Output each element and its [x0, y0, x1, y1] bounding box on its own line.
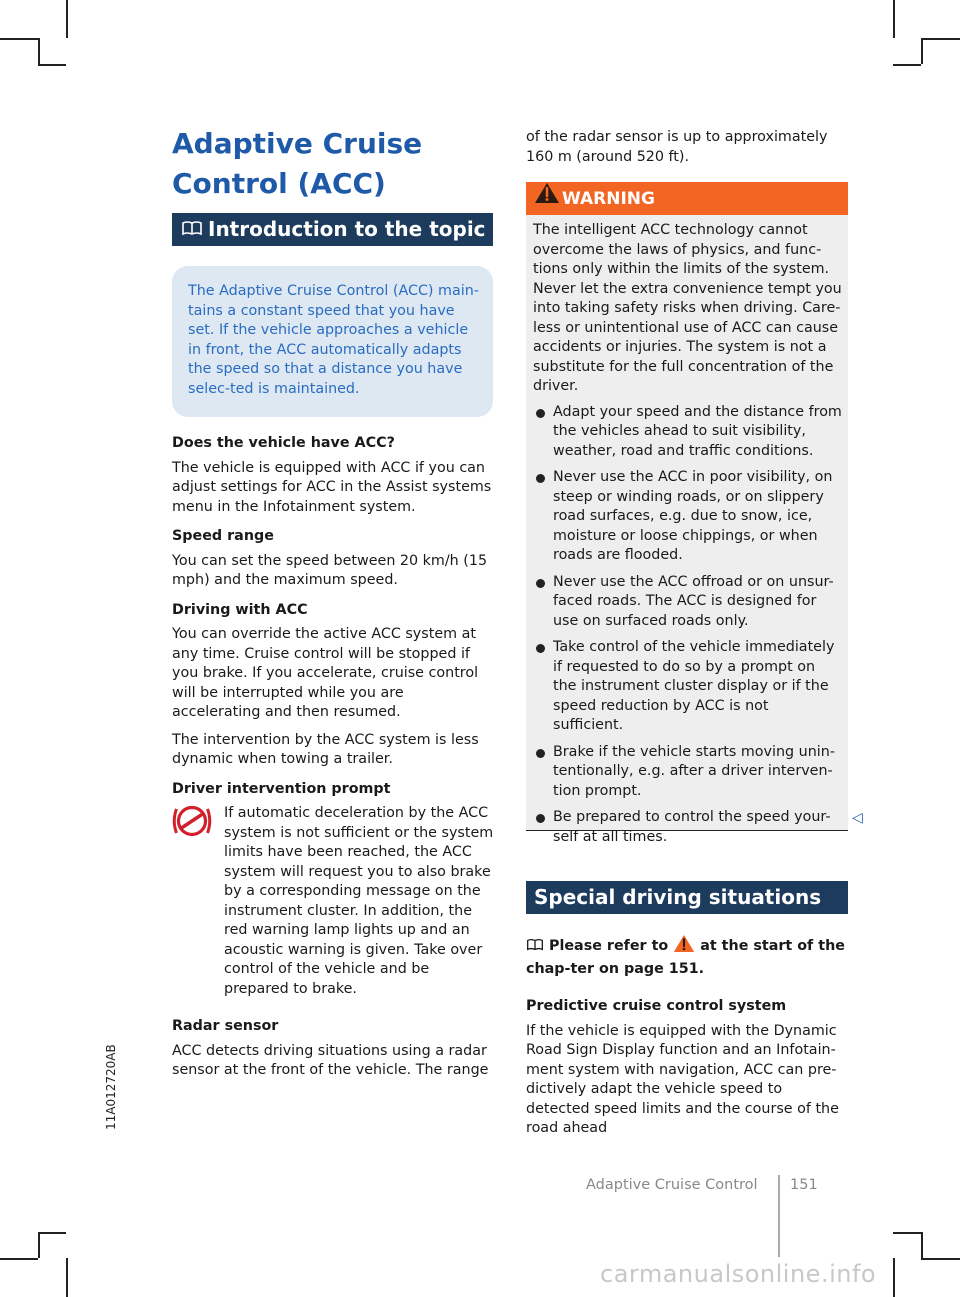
warning-list [533, 403, 842, 848]
topic-heading-text: Introduction to the topic [208, 217, 486, 241]
special-heading: Special driving situations [526, 881, 848, 914]
list-item: Never use the ACC in poor visibility, on steep or winding roads, or on slippery road surfaces, e.g. due to snow, ice, moisture or loose chippings, or when roads are flooded. [533, 468, 842, 566]
crop-mark [0, 38, 38, 40]
prompt-text: If automatic deceleration by the ACC system is not sufficient or the system limits have been reached, the ACC system will request you to also brake by a corresponding message on the instrument cluster. In addition, the red warning lamp lights up and an acoustic warning is given. Take over control of the vehicle and be prepared to brake. [224, 805, 494, 997]
paragraph: of the radar sensor is up to approximately 160 m (around 520 ft). [526, 129, 828, 165]
crop-mark [66, 1258, 68, 1297]
bullet-icon [536, 749, 545, 758]
right-top [526, 128, 848, 167]
list-item: Brake if the vehicle starts moving unin-tentionally, e.g. after a driver interven-tion prompt. [533, 743, 842, 802]
paragraph: ACC detects driving situations using a radar sensor at the front of the vehicle. The range [172, 1042, 489, 1078]
book-icon [182, 213, 202, 246]
crop-mark [38, 1232, 40, 1258]
book-icon [526, 938, 544, 954]
special-body [526, 934, 848, 1139]
crop-mark [0, 1258, 38, 1260]
page-number: 151 [790, 1177, 818, 1193]
section-end-icon: ◁ [852, 810, 863, 826]
paragraph: You can set the speed between 20 km/h (15 mph) and the maximum speed. [172, 552, 488, 588]
footer-divider [778, 1175, 780, 1257]
bullet-icon [536, 644, 545, 653]
warning-triangle-icon [673, 934, 695, 960]
paragraph: If the vehicle is equipped with the Dynamic Road Sign Display function and an Infotain-ment system with navigation, ACC can pre-dictively adapt the vehicle speed to detected speed limits and the course of the road ahead [526, 1022, 839, 1136]
crop-mark [921, 1232, 923, 1258]
bullet-icon [536, 409, 545, 418]
watermark: carmanualsonline.info [600, 1260, 877, 1288]
section-heading: Driver intervention prompt [172, 780, 391, 797]
crop-mark [66, 0, 68, 38]
footer-chapter: Adaptive Cruise Control [586, 1177, 758, 1193]
crop-mark [921, 1258, 960, 1260]
intro-text: The Adaptive Cruise Control (ACC) main-tains a constant speed that you have set. If the vehicle approaches a vehicle in front, the ACC automatically adapts the speed so that a distance you have selec-ted is maintained. [188, 283, 479, 397]
crop-mark [893, 1232, 921, 1234]
bullet-icon [536, 474, 545, 483]
paragraph: You can override the active ACC system at any time. Cruise control will be stopped if you brake. If you accelerate, cruise control will be interrupted while you are accelerating and then resumed. [172, 626, 479, 720]
left-body [172, 434, 494, 1089]
prompt-block [172, 804, 494, 1007]
list-item: Never use the ACC offroad or on unsur-faced roads. The ACC is designed for use on surfaced roads only. [533, 573, 842, 632]
list-item: Be prepared to control the speed your-self at all times. [533, 808, 842, 847]
crop-mark [893, 0, 895, 38]
reference-note: Please refer to at the start of the chap-ter on page 151. [526, 934, 848, 979]
crop-mark [893, 64, 921, 66]
warning-heading [526, 182, 848, 215]
bullet-icon [536, 579, 545, 588]
section-heading: Driving with ACC [172, 601, 308, 618]
list-item: Adapt your speed and the distance from the vehicles ahead to suit visibility, weather, road and traffic conditions. [533, 403, 842, 462]
document-code: 11A012720AB [104, 1044, 118, 1130]
intro-box [172, 266, 493, 417]
warning-body [526, 215, 848, 845]
section-heading: Does the vehicle have ACC? [172, 435, 395, 451]
bullet-icon [536, 814, 545, 823]
crop-mark [38, 38, 40, 64]
topic-heading [172, 213, 493, 246]
crop-mark [38, 1232, 66, 1234]
section-heading: Predictive cruise control system [526, 998, 787, 1014]
crop-mark [893, 1258, 895, 1297]
crop-mark [921, 38, 923, 64]
warning-intro: The intelligent ACC technology cannot overcome the laws of physics, and func-tions only within the limits of the system. Never let the extra convenience tempt you into taking safety risks when driving. Care-less or unintentional use of ACC can cause accidents or injuries. The system is not a substitute for the full concentration of the driver. [533, 222, 842, 394]
section-heading: Radar sensor [172, 1018, 279, 1034]
warning-triangle-icon [534, 182, 560, 216]
paragraph: The vehicle is equipped with ACC if you can adjust settings for ACC in the Assist systems menu in the Infotainment system. [172, 459, 492, 515]
brake-warning-icon [172, 804, 224, 1007]
warning-label: WARNING [562, 189, 655, 209]
list-item: Take control of the vehicle immediately if requested to do so by a prompt on the instrument cluster display or if the speed reduction by ACC is not sufficient. [533, 638, 842, 736]
crop-mark [921, 38, 960, 40]
section-heading: Speed range [172, 528, 274, 544]
page-title: Adaptive Cruise Control (ACC) [172, 127, 423, 200]
crop-mark [38, 64, 66, 66]
paragraph: The intervention by the ACC system is less dynamic when towing a trailer. [172, 731, 479, 767]
